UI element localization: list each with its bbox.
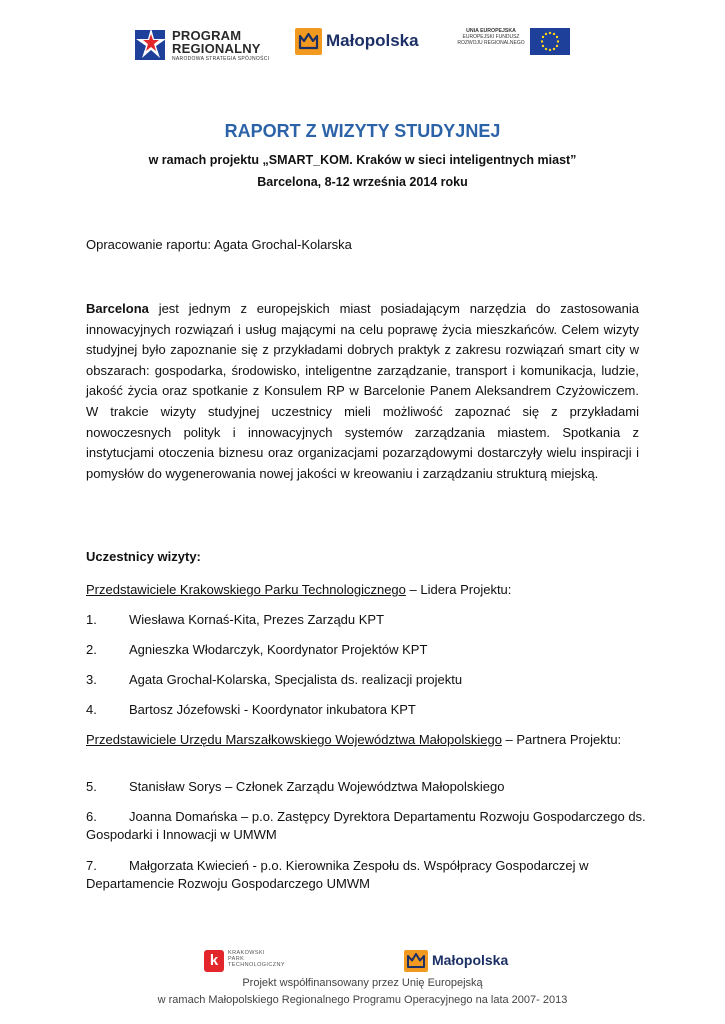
program-logo-line3: NARODOWA STRATEGIA SPÓJNOŚCI (172, 56, 270, 62)
participant-number: 7. (86, 858, 97, 873)
participant-item (86, 857, 646, 893)
program-regionalny-logo (172, 29, 269, 62)
eu-label-line2: EUROPEJSKI FUNDUSZ (462, 33, 520, 40)
eu-label-line3: ROZWOJU REGIONALNEGO (457, 39, 525, 46)
report-author: Opracowanie raportu: Agata Grochal-Kolarska (86, 237, 352, 252)
participant-text: Wiesława Kornaś-Kita, Prezes Zarządu KPT (129, 612, 385, 627)
participant-item (86, 701, 646, 719)
participant-number: 2. (86, 642, 97, 657)
participant-item (86, 808, 646, 844)
kpt-logo-line1: KRAKOWSKI (228, 950, 265, 956)
program-logo-line1: PROGRAM (172, 28, 242, 43)
kpt-logo-text (228, 950, 285, 968)
eu-label-line1: UNIA EUROPEJSKA (466, 28, 516, 34)
kpt-logo-icon: k (204, 950, 224, 972)
participant-number: 3. (86, 672, 97, 687)
group-umwm-role: – Partnera Projektu: (501, 732, 622, 747)
eu-fund-label (455, 29, 527, 46)
group-kpt-role: – Lidera Projektu: (405, 582, 512, 597)
malopolska-logo-text: Małopolska (326, 31, 419, 50)
participant-number: 5. (86, 779, 97, 794)
participant-number: 6. (86, 809, 97, 824)
participant-text: Stanisław Sorys – Członek Zarządu Województwa Małopolskiego (129, 779, 505, 794)
participant-text: Małgorzata Kwiecień - p.o. Kierownika Zespołu ds. Współpracy Gospodarczej w Departamencie Rozwoju Gospodarczego UMWM (86, 858, 589, 891)
report-title: RAPORT Z WIZYTY STUDYJNEJ (224, 121, 501, 141)
footer-malopolska-crown-icon (404, 950, 428, 972)
intro-text: jest jednym z europejskich miast posiadającym narzędzia do zastosowania innowacyjnych rozwiązań i usług mającymi na celu poprawę życia mieszkańców. Celem wizyty studyjnej było zapoznanie się z przykładami dobrych praktyk z zakresu rozwiązań smart city w obszarach: gospodarka, środowisko, inteligentne zarządzanie, transport i komunikacja, ludzie, jakość życia oraz spotkanie z Konsulem RP w Barcelonie Panem Aleksandrem Czyżowiczem. W trakcie wizyty studyjnej uczestnicy mieli możliwość zapoznać się z przykładami nowoczesnych polityk i innowacyjnych systemów zarządzania miastem. Spotkania z instytucjami otoczenia biznesu oraz organizacjami pozarządowymi dostarczyły wielu inspiracji i pomysłów do wygenerowania nowej jakości w kreowaniu i zarządzaniu strukturą miejską. (86, 301, 639, 481)
participant-item (86, 611, 646, 629)
participant-text: Agata Grochal-Kolarska, Specjalista ds. realizacji projektu (129, 672, 463, 687)
participant-item (86, 778, 646, 796)
report-place-date: Barcelona, 8-12 września 2014 roku (257, 175, 468, 189)
intro-paragraph (86, 299, 639, 484)
kpt-logo-line2: PARK (228, 956, 245, 963)
participant-number: 1. (86, 612, 97, 627)
participants-group-umwm (86, 731, 646, 749)
footer-malopolska-text: Małopolska (432, 952, 509, 968)
participant-text: Agnieszka Włodarczyk, Koordynator Projektów KPT (129, 642, 428, 657)
participant-number: 4. (86, 702, 97, 717)
program-logo-line2: REGIONALNY (172, 41, 261, 56)
participants-group-kpt (86, 581, 646, 599)
participant-text: Joanna Domańska – p.o. Zastępcy Dyrektora Departamentu Rozwoju Gospodarczego ds. Gospodarki i Innowacji w UMWM (86, 809, 646, 842)
participant-item (86, 671, 646, 689)
participant-item (86, 641, 646, 659)
kpt-logo-line3: TECHNOLOGICZNY (228, 962, 285, 969)
group-kpt-name: Przedstawiciele Krakowskiego Parku Technologicznego (86, 582, 406, 597)
footer-cofinance-line2: w ramach Małopolskiego Regionalnego Programu Operacyjnego na lata 2007- 2013 (157, 994, 568, 1006)
participants-heading: Uczestnicy wizyty: (86, 549, 201, 564)
participant-text: Bartosz Józefowski - Koordynator inkubatora KPT (129, 702, 416, 717)
eu-flag-icon (530, 28, 570, 55)
malopolska-crown-icon (295, 28, 322, 55)
report-subtitle: w ramach projektu „SMART_KOM. Kraków w sieci inteligentnych miast” (148, 153, 577, 167)
footer-cofinance-line1: Projekt współfinansowany przez Unię Europejską (242, 977, 483, 989)
program-regionalny-star-icon (133, 26, 169, 62)
group-umwm-name: Przedstawiciele Urzędu Marszałkowskiego Województwa Małopolskiego (86, 732, 502, 747)
intro-bold-city: Barcelona (86, 301, 149, 316)
